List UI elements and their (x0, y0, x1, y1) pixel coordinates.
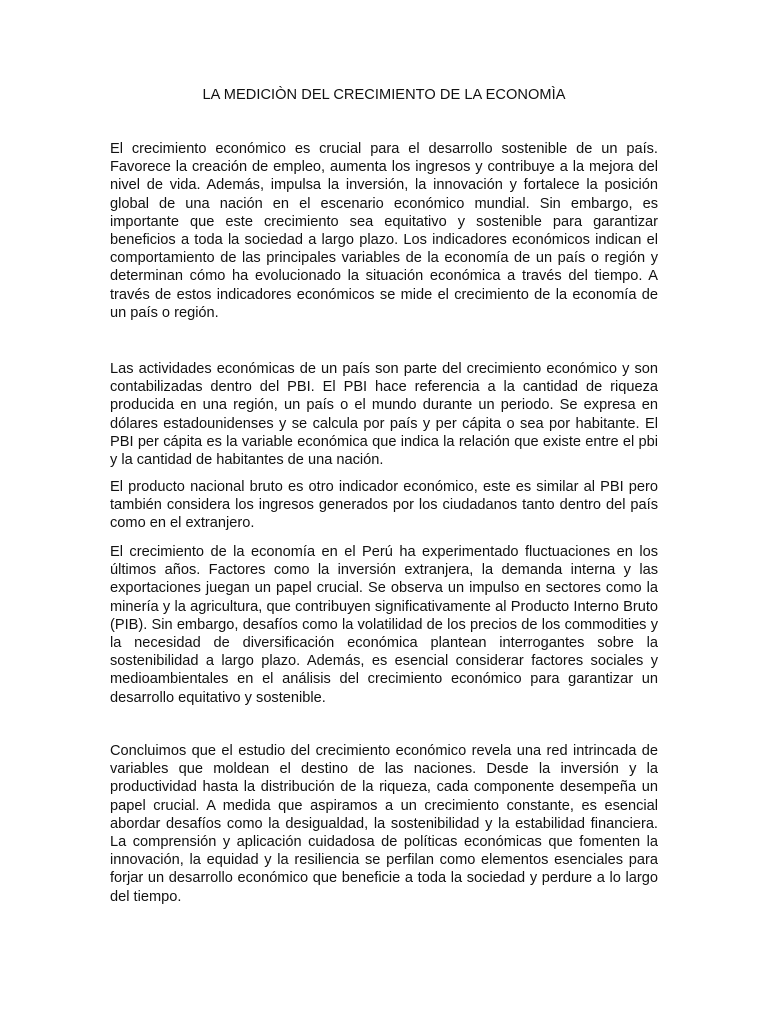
paragraph-pnb: El producto nacional bruto es otro indicador económico, este es similar al PBI pero también considera los ingresos generados por los ciudadanos tanto dentro del país como en el extranjero. (110, 479, 658, 532)
paragraph-pbi: Las actividades económicas de un país son parte del crecimiento económico y son contabilizadas dentro del PBI. El PBI hace referencia a la cantidad de riqueza producida en una región, un país o el mundo durante un periodo. Se expresa en dólares estadounidenses y se calcula por país y per cápita o sea por habitante. El PBI per cápita es la variable económica que indica la relación que existe entre el pbi y la cantidad de habitantes de una nación. (110, 361, 658, 469)
document-title: LA MEDICIÒN DEL CRECIMIENTO DE LA ECONOMÌA (202, 87, 566, 103)
paragraph-intro: El crecimiento económico es crucial para el desarrollo sostenible de un país. Favorece la creación de empleo, aumenta los ingresos y contribuye a la mejora del nivel de vida. Además, impulsa la inversión, la innovación y fortalece la posición global de una nación en el escenario económico mundial. Sin embargo, es importante que este crecimiento sea equitativo y sostenible para garantizar beneficios a toda la sociedad a largo plazo. Los indicadores económicos indican el comportamiento de las principales variables de la economía de un país o región y determinan cómo ha evolucionado la situación económica a través del tiempo. A través de estos indicadores económicos se mide el crecimiento de la economía de un país o región. (110, 141, 658, 321)
paragraph-conclusion: Concluimos que el estudio del crecimiento económico revela una red intrincada de variables que moldean el destino de las naciones. Desde la inversión y la productividad hasta la distribución de la riqueza, cada componente desempeña un papel crucial. A medida que aspiramos a un crecimiento constante, es esencial abordar desafíos como la desigualdad, la sostenibilidad y la estabilidad financiera. La comprensión y aplicación cuidadosa de políticas económicas que fomenten la innovación, la equidad y la resiliencia se perfilan como elementos esenciales para forjar un desarrollo económico que beneficie a toda la sociedad y perdure a lo largo del tiempo. (110, 743, 658, 905)
paragraph-peru: El crecimiento de la economía en el Perú ha experimentado fluctuaciones en los últimos años. Factores como la inversión extranjera, la demanda interna y las exportaciones juegan un papel crucial. Se observa un impulso en sectores como la minería y la agricultura, que contribuyen significativamente al Producto Interno Bruto (PIB). Sin embargo, desafíos como la volatilidad de los precios de los commodities y la necesidad de diversificación económica plantean interrogantes sobre la sostenibilidad a largo plazo. Además, es esencial considerar factores sociales y medioambientales en el análisis del crecimiento económico para garantizar un desarrollo equitativo y sostenible. (110, 544, 658, 706)
